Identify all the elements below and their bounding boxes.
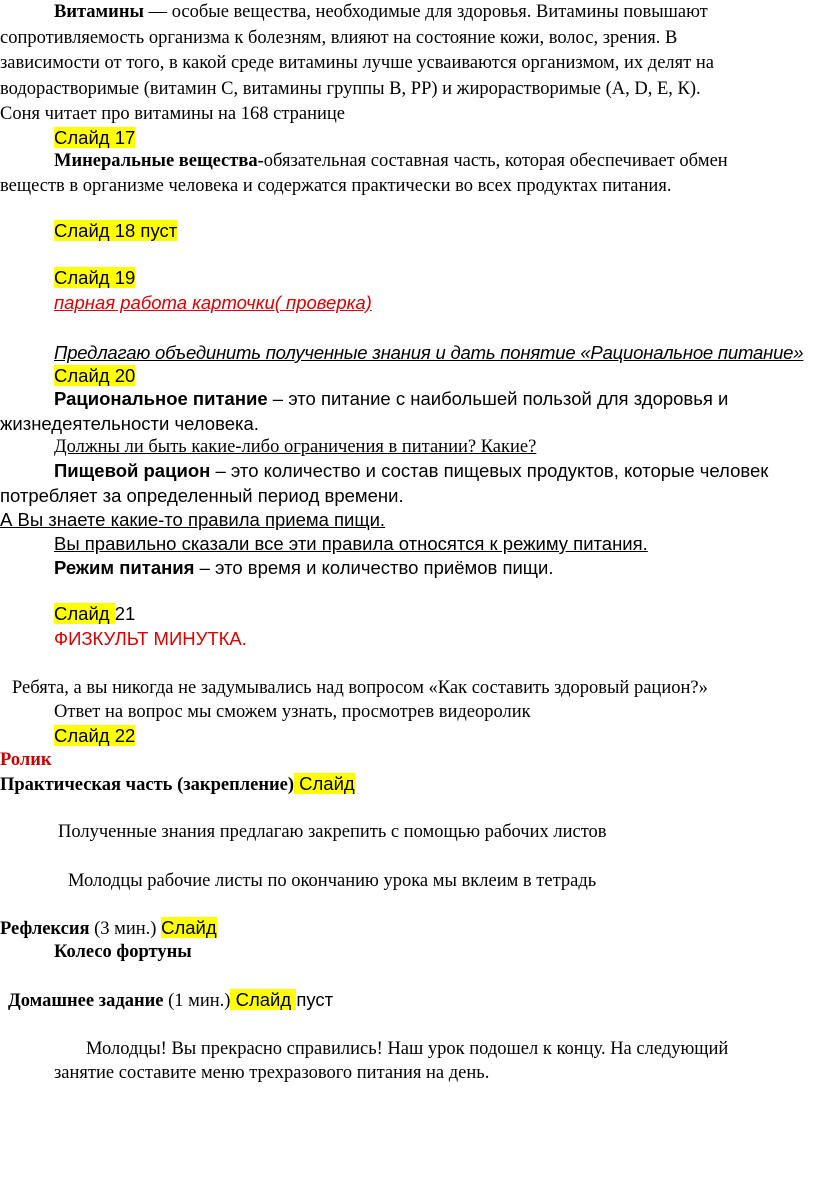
ration-line-1 [54,460,768,482]
minerals-line-1 [54,150,728,172]
regime-text: – это время и количество приёмов пищи. [194,557,554,578]
slide-21-line [54,603,135,625]
homework-term: Домашнее задание [8,991,164,1011]
vitamins-line-3: зависимости от того, в какой среде витамины лучше усваиваются организмом, их делят на [0,53,714,73]
practical-term: Практическая часть (закрепление) [0,775,295,795]
fizkult-heading: ФИЗКУЛЬТ МИНУТКА. [54,628,247,649]
closing-line-1: Молодцы! Вы прекрасно справились! Наш урок подошел к концу. На следующий [86,1039,729,1059]
rational-term: Рациональное питание [54,388,268,409]
rules-question: А Вы знаете какие-то правила приема пищи. [0,509,386,530]
wheel-of-fortune: Колесо фортуны [54,942,192,962]
slide-19-label: Слайд 19 [54,267,136,288]
rolik-heading: Ролик [0,750,52,770]
practical-slide-label: Слайд [294,773,355,794]
reflection-line [0,917,217,940]
minerals-text-1: обязательная составная часть, которая обеспечивает обмен [263,151,728,171]
regime-term: Режим питания [54,557,195,578]
vitamins-text-1: — особые вещества, необходимые для здоровья. Витамины повышают [143,2,708,22]
homework-line [8,989,333,1012]
vitamins-term: Витамины [54,2,144,22]
vitamins-line-2: сопротивляемость организма к болезням, влияют на состояние кожи, волос, зрения. В [0,28,678,48]
practical-line [0,773,355,796]
vitamins-line-4: водорастворимые (витамин С, витамины группы В, РР) и жирорастворимые (А, D, E, К). [0,79,701,99]
vitamins-line-5: Соня читает про витамины на 168 странице [0,104,346,124]
rational-line-2: жизнедеятельности человека. [0,413,259,434]
glue-text: Молодцы рабочие листы по окончанию урока мы вклеим в тетрадь [68,871,597,891]
homework-time: (1 мин.) [163,991,231,1011]
rational-line-1 [54,388,728,410]
ration-term: Пищевой рацион [54,460,211,481]
slide-22-label: Слайд 22 [54,725,136,746]
slide-17-label: Слайд 17 [54,127,136,148]
closing-line-2: занятие составите меню трехразового питания на день. [54,1063,490,1083]
rational-text-1: – это питание с наибольшей пользой для здоровья и [267,388,729,409]
ration-text-1: – это количество и состав пищевых продуктов, которые человек [210,460,769,481]
homework-slide-label: Слайд [230,989,297,1010]
slide-21-number: 21 [114,603,136,624]
slide-18-label: Слайд 18 пуст [54,220,178,241]
worksheets-text: Полученные знания предлагаю закрепить с помощью рабочих листов [58,822,607,842]
reflection-time: (3 мин.) [89,919,162,939]
minerals-line-2: веществ в организме человека и содержатся практически во всех продуктах питания. [0,176,672,196]
ration-line-2: потребляет за определенный период времени. [0,485,404,506]
reflection-term: Рефлексия [0,919,90,939]
reflection-slide-label: Слайд [161,917,217,938]
slide-21-label: Слайд [54,603,115,624]
answer-video: Ответ на вопрос мы сможем узнать, просмотрев видеоролик [54,702,531,722]
regime-line [54,557,554,579]
slide-20-label: Слайд 20 [54,365,136,386]
question-ration: Ребята, а вы никогда не задумывались над вопросом «Как составить здоровый рацион?» [12,678,708,698]
homework-empty: пуст [296,989,334,1010]
rules-answer: Вы правильно сказали все эти правила относятся к режиму питания. [54,533,648,554]
pair-work-text: парная работа карточки( проверка) [54,292,372,313]
minerals-term: Минеральные вещества- [54,151,264,171]
vitamins-line-1 [54,1,708,23]
propose-text: Предлагаю объединить полученные знания и дать понятие «Рациональное питание» [54,342,804,363]
question-limits: Должны ли быть какие-либо ограничения в питании? Какие? [54,437,537,457]
